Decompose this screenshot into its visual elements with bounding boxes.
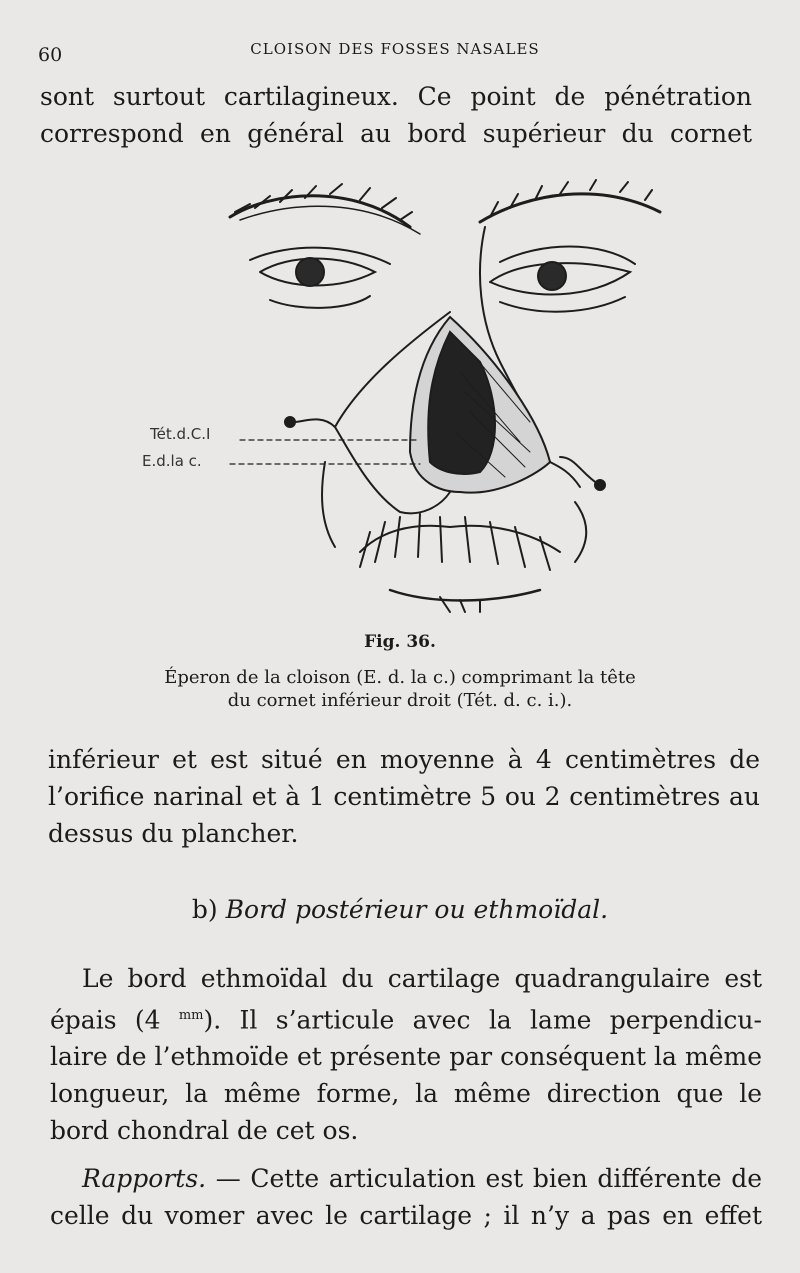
running-head: CLOISON DES FOSSES NASALES [250, 40, 540, 58]
text-fragment: — Cette articulation est bien différente de [206, 1164, 762, 1193]
text-line: dessus du plancher. [48, 819, 299, 848]
subheading-title: Bord postérieur ou ethmoïdal. [225, 895, 609, 924]
nose-illustration [120, 172, 680, 622]
section-subheading [0, 895, 800, 924]
text-line: longueur, la même forme, la même direction que le [50, 1079, 762, 1109]
text-line: celle du vomer avec le cartilage ; il n’y a pas en effet [50, 1201, 762, 1230]
caption-line: Éperon de la cloison (E. d. la c.) comprimant la tête [164, 667, 636, 688]
subheading-prefix: b) [191, 895, 218, 924]
paragraph-relations [50, 1160, 762, 1234]
text-line: l’orifice narinal et à 1 centimètre 5 ou 2 centimètres au [48, 782, 760, 811]
text-line: inférieur et est situé en moyenne à 4 centimètres de [48, 745, 760, 774]
paragraph-ethmoid-edge [50, 960, 762, 1149]
text-line: sont surtout cartilagineux. Ce point de pénétration [40, 82, 752, 111]
figure-label-turbinate: Tét.d.C.I [150, 425, 211, 443]
unit-superscript: mm [178, 1008, 204, 1023]
caption-line: du cornet inférieur droit (Tét. d. c. i.). [227, 690, 573, 711]
text-fragment: épais (4 [50, 1005, 179, 1035]
text-line: correspond en général au bord supérieur du cornet [40, 119, 752, 148]
text-line: bord chondral de cet os. [50, 1116, 359, 1146]
relations-lead: Rapports. [82, 1164, 207, 1193]
text-line: laire de l’ethmoïde et présente par conséquent la même [50, 1042, 762, 1072]
page-number: 60 [38, 44, 63, 66]
figure-label-spur: E.d.la c. [142, 452, 202, 470]
text-line [50, 1160, 762, 1197]
text-line [50, 997, 762, 1038]
paragraph-intro [40, 78, 752, 152]
text-fragment: ). Il s’articule avec la lame perpendicu- [203, 1005, 762, 1035]
figure-number: Fig. 36. [364, 632, 436, 652]
paragraph-continuation [48, 741, 760, 852]
figure-caption [0, 666, 800, 712]
text-line: Le bord ethmoïdal du cartilage quadrangulaire est [82, 964, 762, 993]
